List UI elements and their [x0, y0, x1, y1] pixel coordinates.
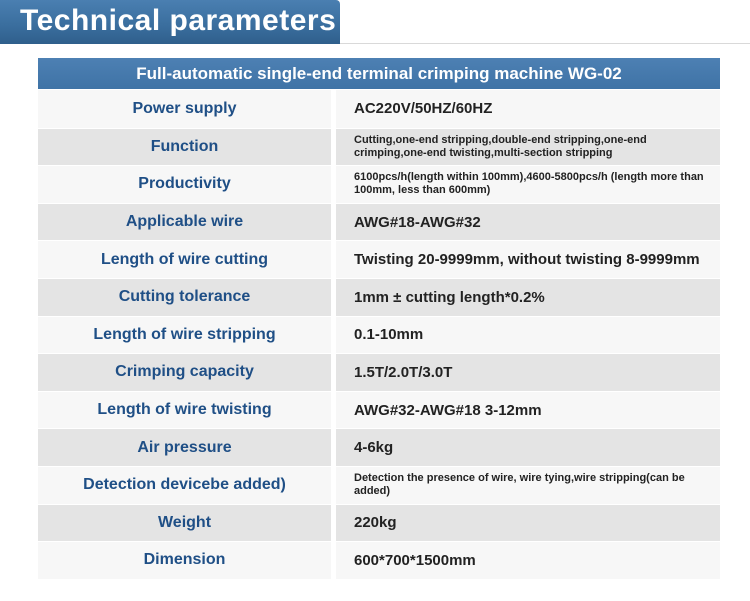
- parameter-label: Dimension: [38, 542, 331, 579]
- parameter-label: Length of wire twisting: [38, 392, 331, 429]
- parameters-table: [38, 90, 720, 579]
- parameter-value: 1.5T/2.0T/3.0T: [336, 354, 720, 391]
- table-row: [38, 353, 720, 391]
- parameter-value: Detection the presence of wire, wire tying,wire stripping(can be added): [336, 467, 720, 504]
- parameter-value: AWG#18-AWG#32: [336, 204, 720, 241]
- table-row: [38, 504, 720, 542]
- table-row: [38, 203, 720, 241]
- divider: [340, 43, 750, 44]
- parameter-value: 600*700*1500mm: [336, 542, 720, 579]
- parameter-value: 1mm ± cutting length*0.2%: [336, 279, 720, 316]
- parameter-label: Air pressure: [38, 429, 331, 466]
- page-title: Technical parameters: [20, 4, 337, 37]
- table-row: [38, 90, 720, 128]
- parameter-value: 4-6kg: [336, 429, 720, 466]
- parameter-label: Cutting tolerance: [38, 279, 331, 316]
- table-row: [38, 428, 720, 466]
- parameter-value: AC220V/50HZ/60HZ: [336, 90, 720, 128]
- table-row: [38, 466, 720, 504]
- table-row: [38, 165, 720, 203]
- table-header-title: Full-automatic single-end terminal crimping machine WG-02: [136, 63, 622, 83]
- parameter-label: Productivity: [38, 166, 331, 203]
- table-row: [38, 541, 720, 579]
- table-row: [38, 278, 720, 316]
- table-header: [38, 58, 720, 89]
- parameter-value: Twisting 20-9999mm, without twisting 8-9999mm: [336, 241, 720, 278]
- parameter-value: AWG#32-AWG#18 3-12mm: [336, 392, 720, 429]
- parameter-label: Detection devicebe added): [38, 467, 331, 504]
- table-row: [38, 128, 720, 166]
- parameter-label: Applicable wire: [38, 204, 331, 241]
- parameter-label: Length of wire cutting: [38, 241, 331, 278]
- table-row: [38, 240, 720, 278]
- parameter-label: Weight: [38, 505, 331, 542]
- parameter-value: Cutting,one-end stripping,double-end stripping,one-end crimping,one-end twisting,multi-section stripping: [336, 129, 720, 166]
- table-row: [38, 391, 720, 429]
- parameter-label: Function: [38, 129, 331, 166]
- title-banner: [0, 0, 340, 44]
- parameter-label: Power supply: [38, 90, 331, 128]
- parameter-label: Length of wire stripping: [38, 317, 331, 354]
- parameter-value: 0.1-10mm: [336, 317, 720, 354]
- table-row: [38, 316, 720, 354]
- parameter-label: Crimping capacity: [38, 354, 331, 391]
- parameter-value: 6100pcs/h(length within 100mm),4600-5800pcs/h (length more than 100mm, less than 600mm): [336, 166, 720, 203]
- parameter-value: 220kg: [336, 505, 720, 542]
